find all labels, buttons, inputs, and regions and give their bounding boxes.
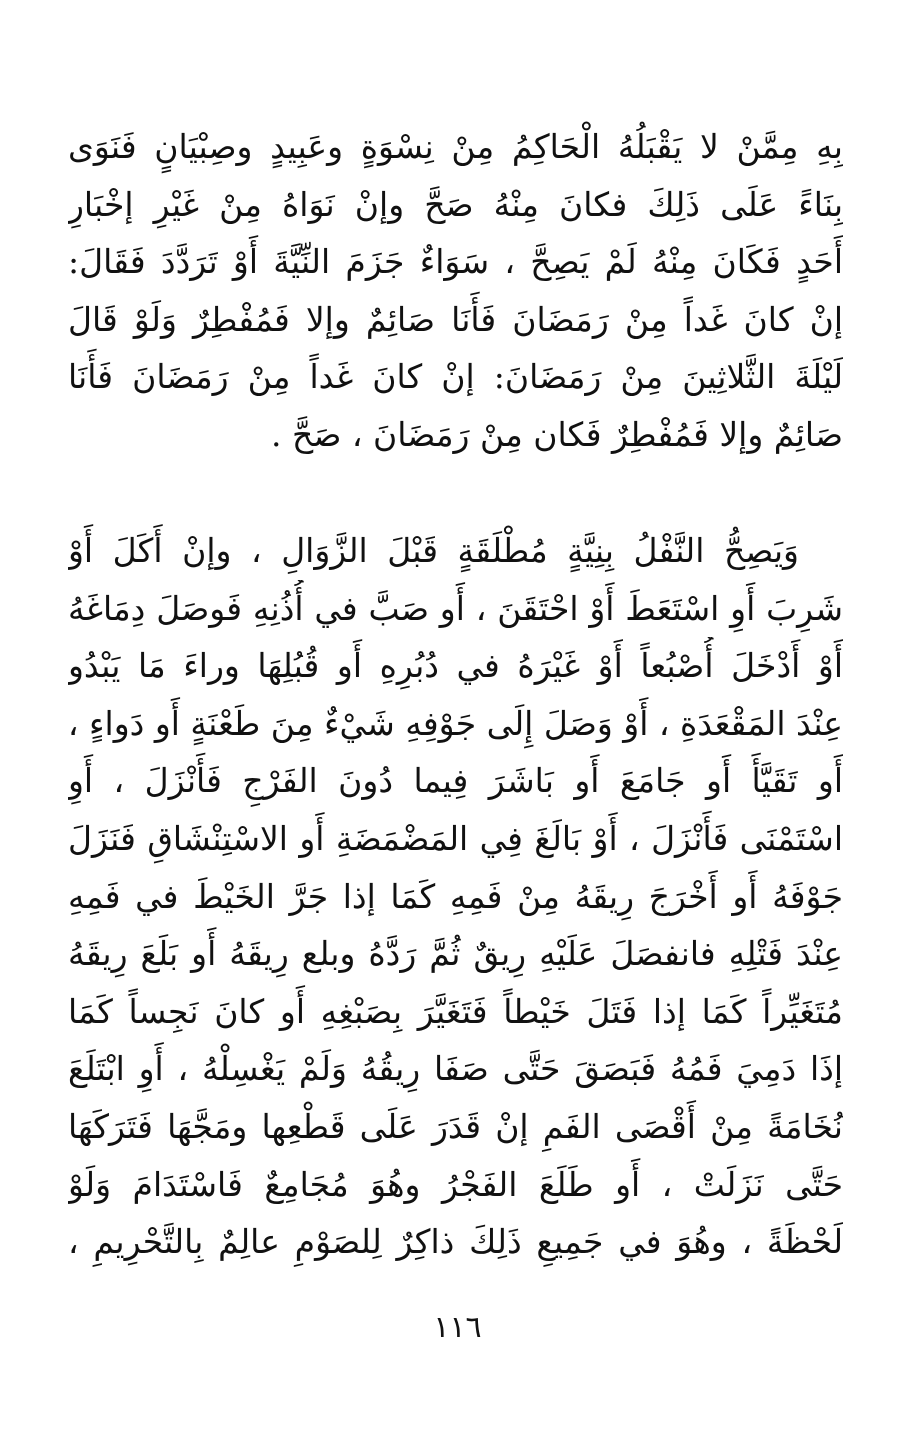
text-line: إذَا دَمِيَ فَمُهُ فَبَصَقَ حَتَّى صَفَا رِيقُهُ وَلَمْ يَغْسِلْهُ ، أَوِ ابْتَلَعَ xyxy=(68,1049,843,1089)
text-line: مُتَغَيِّراً كَمَا إذا فَتَلَ خَيْطاً فَتَغَيَّرَ بِصَبْغِهِ أَو كانَ نَجِساً كَمَا xyxy=(68,991,843,1031)
text-line: لَيْلَةَ الثَّلاثِينَ مِنْ رَمَضَانَ: إنْ كانَ غَداً مِنْ رَمَضَانَ فَأَنَا xyxy=(68,357,843,397)
text-line: عِنْدَ فَتْلِهِ فانفصَلَ عَلَيْهِ رِيقٌ ثُمَّ رَدَّهُ وبلع رِيقَهُ أَو بَلَعَ رِيقَهُ xyxy=(68,934,843,974)
text-line: وَيَصِحُّ النَّفْلُ بِنِيَّةٍ مُطْلَقَةٍ قَبْلَ الزَّوَالِ ، وإنْ أَكَلَ أَوْ xyxy=(68,531,799,570)
paragraph-1 xyxy=(68,118,843,464)
text-line: جَوْفَهُ أَو أَخْرَجَ رِيقَهُ مِنْ فَمِهِ كَمَا إذا جَرَّ الخَيْطَ في فَمِهِ xyxy=(68,876,843,916)
text-line: أَو تَقَيَّأَ أَو جَامَعَ أَو بَاشَرَ فِيما دُونَ الفَرْجِ فَأَنْزَلَ ، أَوِ xyxy=(68,761,843,801)
text-line: عِنْدَ المَقْعَدَةِ ، أَوْ وَصَلَ إِلَى جَوْفِهِ شَيْءٌ مِنَ طَعْنَةٍ أَو دَواءٍ ، xyxy=(68,703,843,743)
paragraph-2 xyxy=(68,522,843,1271)
page-number: ١١٦ xyxy=(433,1310,482,1345)
text-line: لَحْظَةً ، وهُوَ في جَمِيعِ ذَلِكَ ذاكِرٌ لِلصَوْمِ عالِمٌ بِالتَّحْرِيمِ ، xyxy=(68,1222,843,1262)
text-line: حَتَّى نَزَلَتْ ، أَو طَلَعَ الفَجْرُ وهُوَ مُجَامِعٌ فَاسْتَدَامَ وَلَوْ xyxy=(68,1164,843,1204)
text-line: بِهِ مِمَّنْ لا يَقْبَلُهُ الْحَاكِمُ مِنْ نِسْوَةٍ وعَبِيدٍ وصِبْيَانٍ فَنَوَى xyxy=(68,127,843,166)
text-line: اسْتَمْنَى فَأَنْزَلَ ، أَوْ بَالَغَ فِي المَضْمَضَةِ أَو الاسْتِنْشَاقِ فَنَزَلَ xyxy=(68,818,843,858)
text-line: شَرِبَ أَوِ اسْتَعَطَ أَوْ احْتَقَنَ ، أَو صَبَّ في أُذُنِهِ فَوصَلَ دِمَاغَهُ xyxy=(68,588,843,628)
text-line: أَوْ أَدْخَلَ أُصْبُعاً أَوْ غَيْرَهُ في دُبُرِهِ أَو قُبُلِهَا وراءَ مَا يَبْدُو xyxy=(68,646,843,686)
text-line: نُخَامَةً مِنْ أَقْصَى الفَمِ إنْ قَدَرَ عَلَى قَطْعِها ومَجَّهَا فَتَرَكَهَا xyxy=(68,1106,843,1146)
text-line: أَحَدٍ فَكَانَ مِنْهُ لَمْ يَصِحَّ ، سَوَاءٌ جَزَمَ النِّيَّةَ أَوْ تَرَدَّدَ فَقَالَ: xyxy=(68,242,843,282)
text-line: بِنَاءً عَلَى ذَلِكَ فكانَ مِنْهُ صَحَّ وإنْ نَوَاهُ مِنْ غَيْرِ إخْبَارِ xyxy=(68,184,843,224)
text-line: إنْ كانَ غَداً مِنْ رَمَضَانَ فَأَنَا صَائِمٌ وإلا فَمُفْطِرٌ وَلَوْ قَالَ xyxy=(68,299,843,339)
text-line: صَائِمٌ وإلا فَمُفْطِرٌ فَكان مِنْ رَمَضَانَ ، صَحَّ . xyxy=(271,414,843,454)
